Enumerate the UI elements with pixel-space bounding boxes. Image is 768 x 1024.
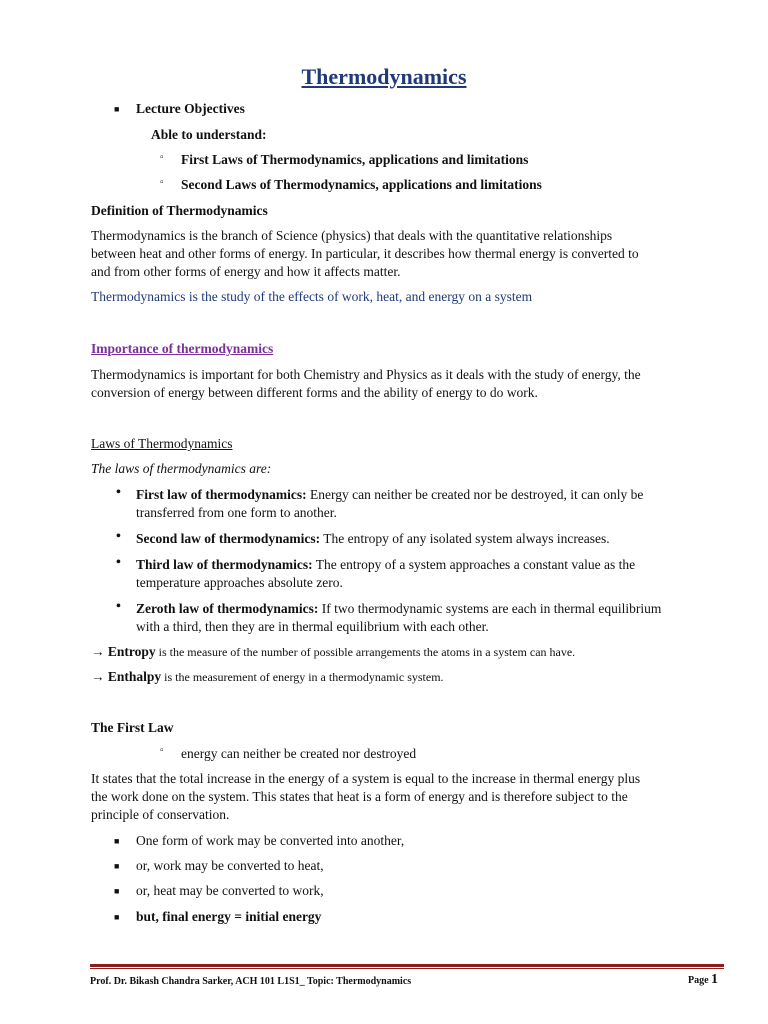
laws-heading: Laws of Thermodynamics	[91, 436, 233, 451]
law-item	[136, 600, 661, 618]
footer-author: Prof. Dr. Bikash Chandra Sarker, ACH 101 L1S1_ Topic: Thermodynamics	[90, 976, 412, 987]
footer-page	[688, 972, 718, 988]
arrow-icon: →	[91, 669, 105, 684]
first-law-point: energy can neither be created nor destroyed	[181, 746, 417, 761]
bullet-dot-icon: •	[116, 599, 121, 614]
law-text-cont: with a third, then they are in thermal equilibrium with each other.	[136, 619, 489, 634]
first-law-line: principle of conservation.	[91, 807, 230, 822]
entropy-term: Entropy	[107, 644, 156, 659]
bullet-dot-icon: •	[116, 529, 121, 544]
square-bullet-icon: ■	[114, 886, 120, 896]
first-law-line: the work done on the system. This states that heat is a form of energy and is therefore subject to the	[91, 789, 628, 804]
hollow-square-bullet-icon: ▫	[160, 152, 164, 163]
laws-intro: The laws of thermodynamics are:	[91, 461, 272, 476]
first-law-line: It states that the total increase in the energy of a system is equal to the increase in thermal energy plus	[91, 771, 641, 786]
page-label: Page	[688, 975, 712, 986]
hollow-square-bullet-icon: ▫	[160, 745, 164, 756]
importance-line: Thermodynamics is important for both Chemistry and Physics as it deals with the study of energy, the	[91, 367, 641, 382]
definition-heading: Definition of Thermodynamics	[91, 203, 268, 218]
footer-rule	[90, 964, 724, 967]
enthalpy-note	[91, 668, 444, 686]
law-name: Zeroth law of thermodynamics:	[136, 601, 319, 616]
objectives-sub: Able to understand:	[151, 127, 267, 142]
definition-line: Thermodynamics is the branch of Science (physics) that deals with the quantitative relationships	[91, 228, 613, 243]
law-item	[136, 556, 635, 574]
bullet-dot-icon: •	[116, 555, 121, 570]
objective-item: Second Laws of Thermodynamics, applications and limitations	[181, 177, 542, 192]
law-text-cont: temperature approaches absolute zero.	[136, 575, 343, 590]
law-text: The entropy of any isolated system always increases.	[320, 531, 610, 546]
objectives-heading: Lecture Objectives	[136, 101, 245, 116]
law-text: The entropy of a system approaches a constant value as the	[312, 557, 636, 572]
importance-line: conversion of energy between different forms and the ability of energy to do work.	[91, 385, 538, 400]
law-name: First law of thermodynamics:	[136, 487, 307, 502]
law-name: Third law of thermodynamics:	[136, 557, 313, 572]
enthalpy-term: Enthalpy	[107, 669, 162, 684]
footer-rule-thin	[90, 968, 724, 969]
law-item	[136, 530, 610, 548]
enthalpy-text: is the measurement of energy in a thermodynamic system.	[161, 670, 444, 684]
hollow-square-bullet-icon: ▫	[160, 177, 164, 188]
square-bullet-icon: ■	[114, 861, 120, 871]
first-law-bullet: or, heat may be converted to work,	[136, 883, 324, 898]
law-text: If two thermodynamic systems are each in thermal equilibrium	[318, 601, 662, 616]
objective-item: First Laws of Thermodynamics, applications and limitations	[181, 152, 529, 167]
definition-summary: Thermodynamics is the study of the effects of work, heat, and energy on a system	[91, 289, 533, 304]
law-name: Second law of thermodynamics:	[136, 531, 321, 546]
first-law-bullet: or, work may be converted to heat,	[136, 858, 324, 873]
definition-line: between heat and other forms of energy. In particular, it describes how thermal energy is converted to	[91, 246, 639, 261]
importance-heading: Importance of thermodynamics	[91, 341, 274, 356]
first-law-bullet: One form of work may be converted into another,	[136, 833, 405, 848]
definition-line: and from other forms of energy and how it affects matter.	[91, 264, 401, 279]
entropy-note	[91, 643, 575, 661]
first-law-final: but, final energy = initial energy	[136, 909, 322, 924]
first-law-heading: The First Law	[91, 720, 174, 735]
law-text: Energy can neither be created nor be destroyed, it can only be	[306, 487, 644, 502]
square-bullet-icon: ■	[114, 104, 120, 114]
document-title: Thermodynamics	[301, 64, 467, 89]
square-bullet-icon: ■	[114, 912, 120, 922]
law-item	[136, 486, 643, 504]
entropy-text: is the measure of the number of possible arrangements the atoms in a system can have.	[155, 645, 576, 659]
page-number: 1	[711, 972, 719, 987]
law-text-cont: transferred from one form to another.	[136, 505, 337, 520]
square-bullet-icon: ■	[114, 836, 120, 846]
arrow-icon: →	[91, 644, 105, 659]
bullet-dot-icon: •	[116, 485, 121, 500]
